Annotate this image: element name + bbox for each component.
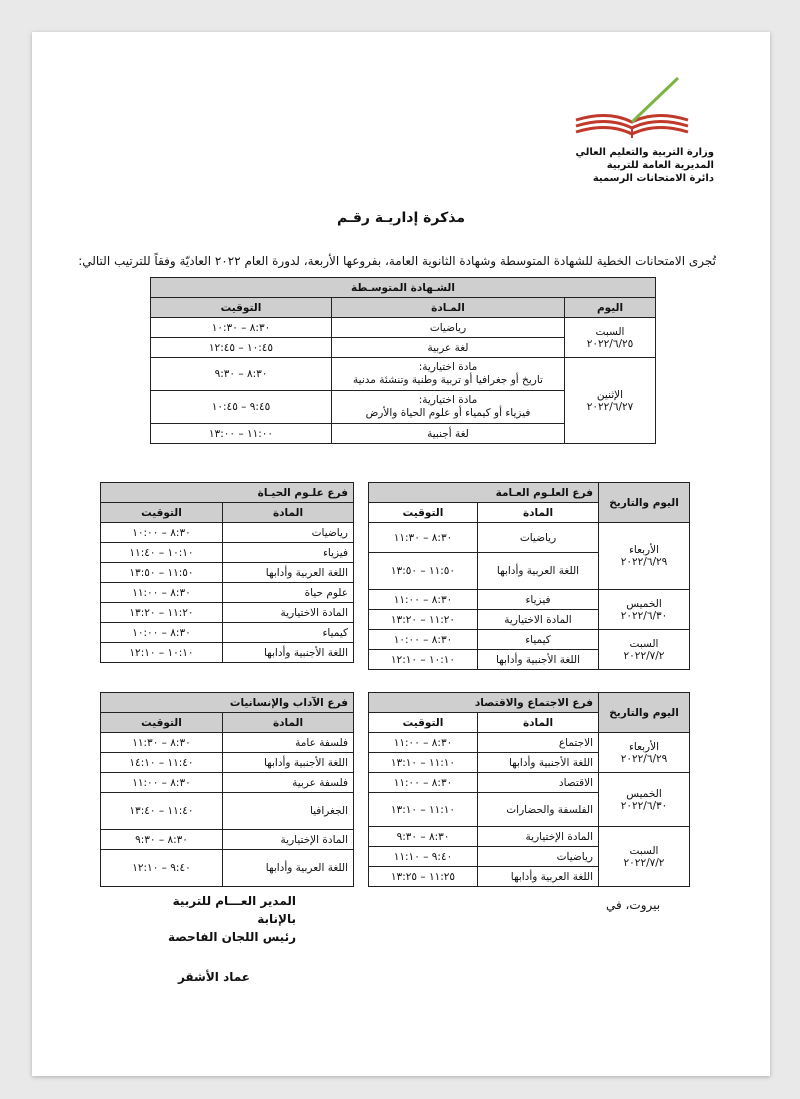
table-row: الفلسفة والحضارات ١١:١٠ – ١٣:١٠ xyxy=(369,793,690,827)
document-page xyxy=(32,32,770,1076)
day-cell: الأربعاء ٢٠٢٢/٦/٢٩ xyxy=(599,523,690,590)
table-row: اللغة الأجنبية وأدابها ١٠:١٠ – ١٢:١٠ xyxy=(369,650,690,670)
table-row: علوم حياة ٨:٣٠ – ١١:٠٠ xyxy=(101,583,354,603)
table-row: كيمياء ٨:٣٠ – ١٠:٠٠ xyxy=(101,623,354,643)
table-row: الجغرافيا ١١:٤٠ – ١٣:٤٠ xyxy=(101,793,354,830)
signer-title: المدير العـــام للتربية بالإنابة xyxy=(172,894,296,926)
general-sciences-table: اليوم والتاريخ فرع العلـوم العـامة المادة التوقيت الأربعاء ٢٠٢٢/٦/٢٩ رياضيات ٨:٣٠ – ١١:٣٠ اللغة العربية وأدابها ١١:٥٠ – ١٣:٥٠ الخميس ٢٠٢٢/٦/٣٠ فيزياء ٨:٣٠ – ١١:٠٠ المادة الاختيارية ١١:٢٠ – ١٣:٢٠ السبت ٢٠٢٢/٧/٢ كيمياء ٨:٣٠ – ١٠:٠٠ اللغة الأجنبية وأدابها ١٠:١٠ – ١٢:١٠ xyxy=(368,482,690,670)
day-cell: الخميس ٢٠٢٢/٦/٣٠ xyxy=(599,773,690,827)
table-row: السبت ٢٠٢٢/٧/٢ المادة الإختيارية ٨:٣٠ – ٩:٣٠ xyxy=(369,827,690,847)
table-row: اللغة الأجنبية وأدابها ١٠:١٠ – ١٢:١٠ xyxy=(101,643,354,663)
memo-title: مذكرة إداريـة رقـم xyxy=(337,210,465,226)
table-row: الأربعاء ٢٠٢٢/٦/٢٩ الاجتماع ٨:٣٠ – ١١:٠٠ xyxy=(369,733,690,753)
table-row: فلسفة عربية ٨:٣٠ – ١١:٠٠ xyxy=(101,773,354,793)
brevet-table xyxy=(150,277,656,444)
socio-economics-table: اليوم والتاريخ فرع الاجتماع والاقتصاد المادة التوقيت الأربعاء ٢٠٢٢/٦/٢٩ الاجتماع ٨:٣٠ – ١١:٠٠ اللغة الأجنبية وأدابها ١١:١٠ – ١٣:١٠ الخميس ٢٠٢٢/٦/٣٠ الاقتصاد ٨:٣٠ – ١١:٠٠ الفلسفة والحضارات ١١:١٠ – ١٣:١٠ السبت ٢٠٢٢/٧/٢ المادة الإختيارية ٨:٣٠ – ٩:٣٠ رياضيات ٩:٤٠ – ١١:١٠ اللغة العربية وأدابها ١١:٢٥ – ١٣:٢٥ xyxy=(368,692,690,887)
table-row: اللغة الأجنبية وأدابها ١١:١٠ – ١٣:١٠ xyxy=(369,753,690,773)
table-row: لغة أجنبية ١١:٠٠ – ١٣:٠٠ xyxy=(151,424,656,444)
table-row: لغة عربية ١٠:٤٥ – ١٢:٤٥ xyxy=(151,338,656,358)
general-sciences-title: فرع العلـوم العـامة xyxy=(369,483,599,503)
day-cell: الأربعاء ٢٠٢٢/٦/٢٩ xyxy=(599,733,690,773)
ministry-logo xyxy=(568,70,696,150)
table-row: المادة الإختيارية ٨:٣٠ – ٩:٣٠ xyxy=(101,830,354,850)
table-row: فلسفة عامة ٨:٣٠ – ١١:٣٠ xyxy=(101,733,354,753)
signer-block xyxy=(132,892,296,946)
table-row: فيزياء ١٠:١٠ – ١١:٤٠ xyxy=(101,543,354,563)
table-row: السبت ٢٠٢٢/٦/٢٥ رياضيات ٨:٣٠ – ١٠:٣٠ xyxy=(151,318,656,338)
col-subject: المـادة xyxy=(332,298,565,318)
table-row: الخميس ٢٠٢٢/٦/٣٠ الاقتصاد ٨:٣٠ – ١١:٠٠ xyxy=(369,773,690,793)
table-row: الإثنين ٢٠٢٢/٦/٢٧ مادة اختيارية: تاريخ أو جغرافيا أو تربية وطنية وتنشئة مدنية ٨:٣٠ – ٩:٣٠ xyxy=(151,358,656,391)
day-cell: السبت ٢٠٢٢/٧/٢ xyxy=(599,630,690,670)
table-row: اللغة الأجنبية وأدابها ١١:٤٠ – ١٤:١٠ xyxy=(101,753,354,773)
department-name: دائرة الامتحانات الرسمية xyxy=(592,173,714,184)
table-row: اللغة العربية وأدابها ١١:٥٠ – ١٣:٥٠ xyxy=(101,563,354,583)
directorate-name: المديرية العامة للتربية xyxy=(606,160,714,171)
table-row: الخميس ٢٠٢٢/٦/٣٠ فيزياء ٨:٣٠ – ١١:٠٠ xyxy=(369,590,690,610)
life-sciences-table: فرع علـوم الحيـاة المادة التوقيت رياضيات ٨:٣٠ – ١٠:٠٠ فيزياء ١٠:١٠ – ١١:٤٠ اللغة العربية وأدابها ١١:٥٠ – ١٣:٥٠ علوم حياة ٨:٣٠ – ١١:٠٠ المادة الاختيارية ١١:٢٠ – ١٣:٢٠ كيمياء ٨:٣٠ – ١٠:٠٠ اللغة الأجنبية وأدابها ١٠:١٠ – ١٢:١٠ xyxy=(100,482,354,663)
day-cell: السبت ٢٠٢٢/٦/٢٥ xyxy=(565,318,656,358)
table-row: المادة الاختيارية ١١:٢٠ – ١٣:٢٠ xyxy=(369,610,690,630)
table-row: رياضيات ٩:٤٠ – ١١:١٠ xyxy=(369,847,690,867)
col-timing: التوقيت xyxy=(151,298,332,318)
ministry-header xyxy=(576,146,714,185)
day-cell: الإثنين ٢٠٢٢/٦/٢٧ xyxy=(565,358,656,444)
day-cell: الخميس ٢٠٢٢/٦/٣٠ xyxy=(599,590,690,630)
table-row: مادة اختيارية: فيزياء أو كيمياء أو علوم الحياة والأرض ٩:٤٥ – ١٠:٤٥ xyxy=(151,391,656,424)
brevet-title: الشـهادة المتوسـطة xyxy=(151,278,656,298)
col-day: اليوم xyxy=(565,298,656,318)
table-row: السبت ٢٠٢٢/٧/٢ كيمياء ٨:٣٠ – ١٠:٠٠ xyxy=(369,630,690,650)
humanities-table: فرع الآداب والإنسانيات المادة التوقيت فلسفة عامة ٨:٣٠ – ١١:٣٠ اللغة الأجنبية وأدابها ١١:٤٠ – ١٤:١٠ فلسفة عربية ٨:٣٠ – ١١:٠٠ الجغرافيا ١١:٤٠ – ١٣:٤٠ المادة الإختيارية ٨:٣٠ – ٩:٣٠ اللغة العربية وأدابها ٩:٤٠ – ١٢:١٠ xyxy=(100,692,354,887)
day-cell: السبت ٢٠٢٢/٧/٢ xyxy=(599,827,690,887)
ministry-name: وزارة التربية والتعليم العالي xyxy=(575,147,714,158)
place-date: بيروت، في xyxy=(606,898,661,912)
signer-role: رئيس اللجان الفاحصة xyxy=(167,930,296,944)
table-row: المادة الاختيارية ١١:٢٠ – ١٣:٢٠ xyxy=(101,603,354,623)
humanities-title: فرع الآداب والإنسانيات xyxy=(101,693,354,713)
table-row: الأربعاء ٢٠٢٢/٦/٢٩ رياضيات ٨:٣٠ – ١١:٣٠ xyxy=(369,523,690,553)
signer-name: عماد الأشقر xyxy=(177,970,250,984)
life-sciences-title: فرع علـوم الحيـاة xyxy=(101,483,354,503)
socio-economics-title: فرع الاجتماع والاقتصاد xyxy=(369,693,599,713)
table-row: اللغة العربية وأدابها ١١:٢٥ – ١٣:٢٥ xyxy=(369,867,690,887)
table-row: رياضيات ٨:٣٠ – ١٠:٠٠ xyxy=(101,523,354,543)
table-row: اللغة العربية وأدابها ٩:٤٠ – ١٢:١٠ xyxy=(101,850,354,887)
intro-text: تُجرى الامتحانات الخطية للشهادة المتوسطة وشهادة الثانوية العامة، بفروعها الأربعة، لدورة العام ٢٠٢٢ العاديّة وفقاً للترتيب التالي: xyxy=(78,254,716,268)
table-row: اللغة العربية وأدابها ١١:٥٠ – ١٣:٥٠ xyxy=(369,553,690,590)
